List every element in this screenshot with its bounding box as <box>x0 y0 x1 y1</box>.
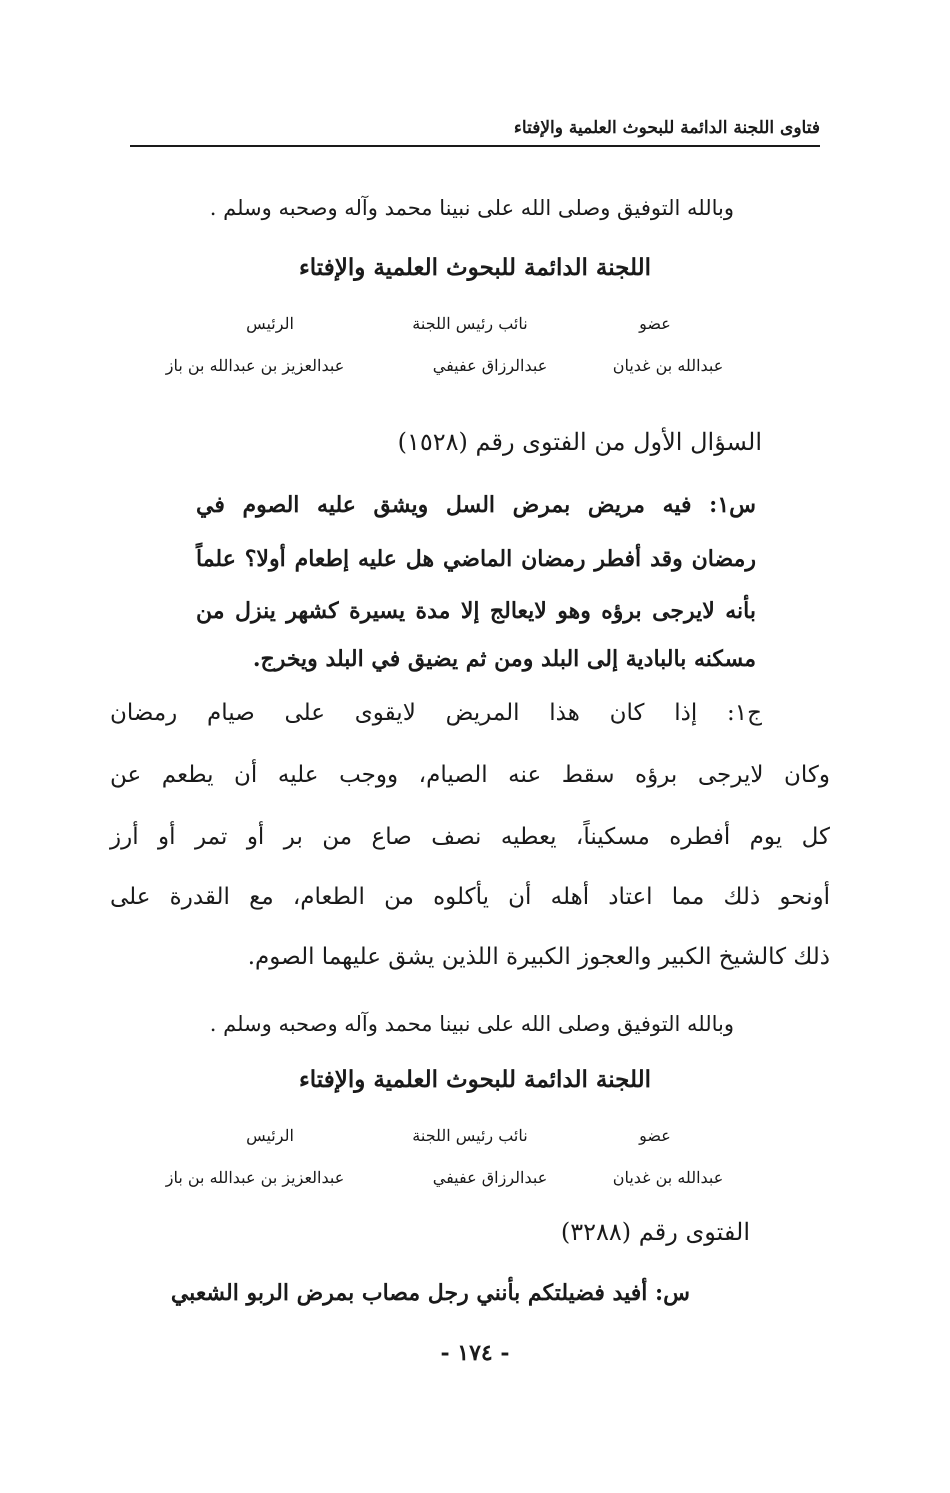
answer-line: ذلك كالشيخ الكبير والعجوز الكبيرة اللذين يشق عليهما الصوم. <box>247 944 830 970</box>
signature-role-member: عضو <box>639 1126 671 1145</box>
answer-line: كل يوم أفطره مسكيناً، يعطيه نصف صاع من بر أو تمر أو أرز <box>110 824 830 850</box>
signature-role-vice-president: نائب رئيس اللجنة <box>412 1126 528 1145</box>
signature-name-vice-president: عبدالرزاق عفيفي <box>432 356 548 375</box>
signature-name-president: عبدالعزيز بن عبدالله بن باز <box>165 356 345 375</box>
signature-name-member: عبدالله بن غديان <box>612 356 724 375</box>
committee-title-1: اللجنة الدائمة للبحوث العلمية والإفتاء <box>298 254 652 281</box>
answer-line: أونحو ذلك مما اعتاد أهله أن يأكلوه من الطعام، مع القدرة على <box>110 884 830 910</box>
signature-name-president: عبدالعزيز بن عبدالله بن باز <box>165 1168 345 1187</box>
question-heading-1: السؤال الأول من الفتوى رقم (١٥٢٨) <box>397 428 762 456</box>
signature-role-president: الرئيس <box>246 314 294 333</box>
signature-name-vice-president: عبدالرزاق عفيفي <box>432 1168 548 1187</box>
running-header-title: فتاوى اللجنة الدائمة للبحوث العلمية والإفتاء <box>508 118 820 138</box>
running-header <box>130 118 820 152</box>
question-line: بأنه لايرجى برؤه وهو لايعالج إلا مدة يسيرة كشهر ينزل من <box>196 598 756 624</box>
header-rule <box>130 145 820 147</box>
signature-role-vice-president: نائب رئيس اللجنة <box>412 314 528 333</box>
question-line: س١: فيه مريض بمرض السل ويشق عليه الصوم في <box>196 492 756 518</box>
question-line: مسكنه بالبادية إلى البلد ومن ثم يضيق في البلد ويخرج. <box>252 646 756 672</box>
closing-line-1: وبالله التوفيق وصلى الله على نبينا محمد وآله وصحبه وسلم . <box>209 196 734 220</box>
closing-line-2: وبالله التوفيق وصلى الله على نبينا محمد وآله وصحبه وسلم . <box>209 1012 734 1036</box>
question-line-2: س: أفيد فضيلتكم بأنني رجل مصاب بمرض الربو الشعبي <box>170 1280 690 1306</box>
answer-line: وكان لايرجى برؤه سقط عنه الصيام، ووجب عليه أن يطعم عن <box>110 762 830 788</box>
question-line: رمضان وقد أفطر رمضان الماضي هل عليه إطعام أولا؟ علماً <box>196 546 756 572</box>
answer-line: ج١: إذا كان هذا المريض لايقوى على صيام رمضان <box>110 700 762 726</box>
page-number: - ١٧٤ - <box>440 1340 510 1366</box>
signature-role-member: عضو <box>639 314 671 333</box>
fatwa-heading-2: الفتوى رقم (٣٢٨٨) <box>560 1218 750 1246</box>
signature-role-president: الرئيس <box>246 1126 294 1145</box>
signature-name-member: عبدالله بن غديان <box>612 1168 724 1187</box>
committee-title-2: اللجنة الدائمة للبحوث العلمية والإفتاء <box>298 1066 652 1093</box>
